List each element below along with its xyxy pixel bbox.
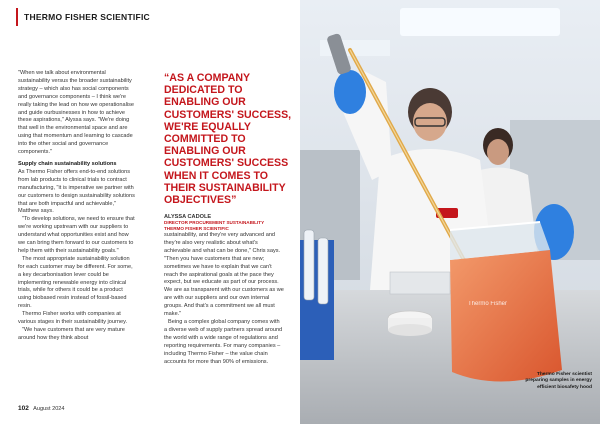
paragraph: Thermo Fisher works with companies at various stages in their sustainability journey. [18, 311, 128, 326]
issue-date: August 2024 [33, 406, 65, 412]
paragraph: "We have customers that are very mature around how they think about [18, 327, 125, 341]
header-accent-rule [16, 8, 18, 26]
page-number: 102 [18, 405, 29, 412]
lab-photo [300, 0, 600, 424]
body-column-2 [164, 232, 284, 366]
paragraph: "To develop solutions, we need to ensure that we're working upstream with our suppliers to understand what opportunities exist and how we can bring them forward to our customers to help them with their sustainability goals." [18, 216, 135, 254]
paragraph: sustainability, and they're very advanced and they're also very realistic about what's achievable and what can be done," Chris says. "Then you have customers that are new; sometimes we have to explain that we can't reach the aspirational goals at the pace they expect, but we educate as part of our process. We are as transparent with our customers as we are with our suppliers and our own internal groups. And that's a commitment we all must make." [164, 232, 284, 318]
quote-attribution-name: ALYSSA CADOLE [164, 214, 212, 221]
paragraph: As Thermo Fisher offers end-to-end solutions from lab products to clinical trials to contract manufacturing, "it is imperative we partner with our customers to design sustainability solutions that are both impactful and achievable," Matthew says. [18, 168, 135, 215]
body-column-1 [18, 70, 136, 343]
lab-scene-illustration [300, 0, 600, 424]
paragraph: Being a complex global company comes with a diverse web of supply partners spread around the world with a wide range of regulations and reporting requirements. For many companies – including Thermo Fisher – the value chain accounts for more than 90% of emissions. [164, 318, 283, 365]
section-subhead: Supply chain sustainability solutions [18, 160, 117, 167]
photo-caption: Thermo Fisher scientist preparing samples in energy efficient biosafety hood [525, 372, 592, 390]
flask-label-text: Thermo Fisher [468, 301, 508, 307]
ceiling-light [400, 8, 560, 36]
page-footer [18, 405, 65, 412]
quote-attribution-company: THERMO FISHER SCIENTIFIC [164, 225, 229, 231]
paragraph: "When we talk about environmental sustainability versus the broader sustainability strategy – which also has social components and governance components – I think we're really taking the lead on how we operationalise and guide ourbusinesses in how to achieve these aspirations," Alyssa says. "We're doing that well in the environmental space and are using that momentum and learning to cascade into the other social and governance components." [18, 70, 134, 156]
quote-attribution-role: DIRECTOR PROCUREMENT SUSTAINABILITY [164, 220, 265, 226]
paragraph: The most appropriate sustainability solution for each customer may be different. For some, a key decarbonisation lever could be implementing renewable energy into clinical trials, while for others it could be a product using biobased resin instead of fossil-based resin. [18, 255, 133, 310]
pull-quote-block [164, 72, 292, 231]
blue-glove-left [334, 70, 366, 114]
flask-orange-medium [450, 250, 562, 382]
pull-quote-text: “AS A COMPANY DEDICATED TO ENABLING OUR CUSTOMERS' SUCCESS, WE'RE EQUALLY COMMITTED TO ENABLING OUR CUSTOMERS' SUCCESS WHEN IT COMES TO THEIR SUSTAINABILITY OBJECTIVES” [164, 72, 292, 207]
brand-header: THERMO FISHER SCIENTIFIC [24, 12, 150, 22]
